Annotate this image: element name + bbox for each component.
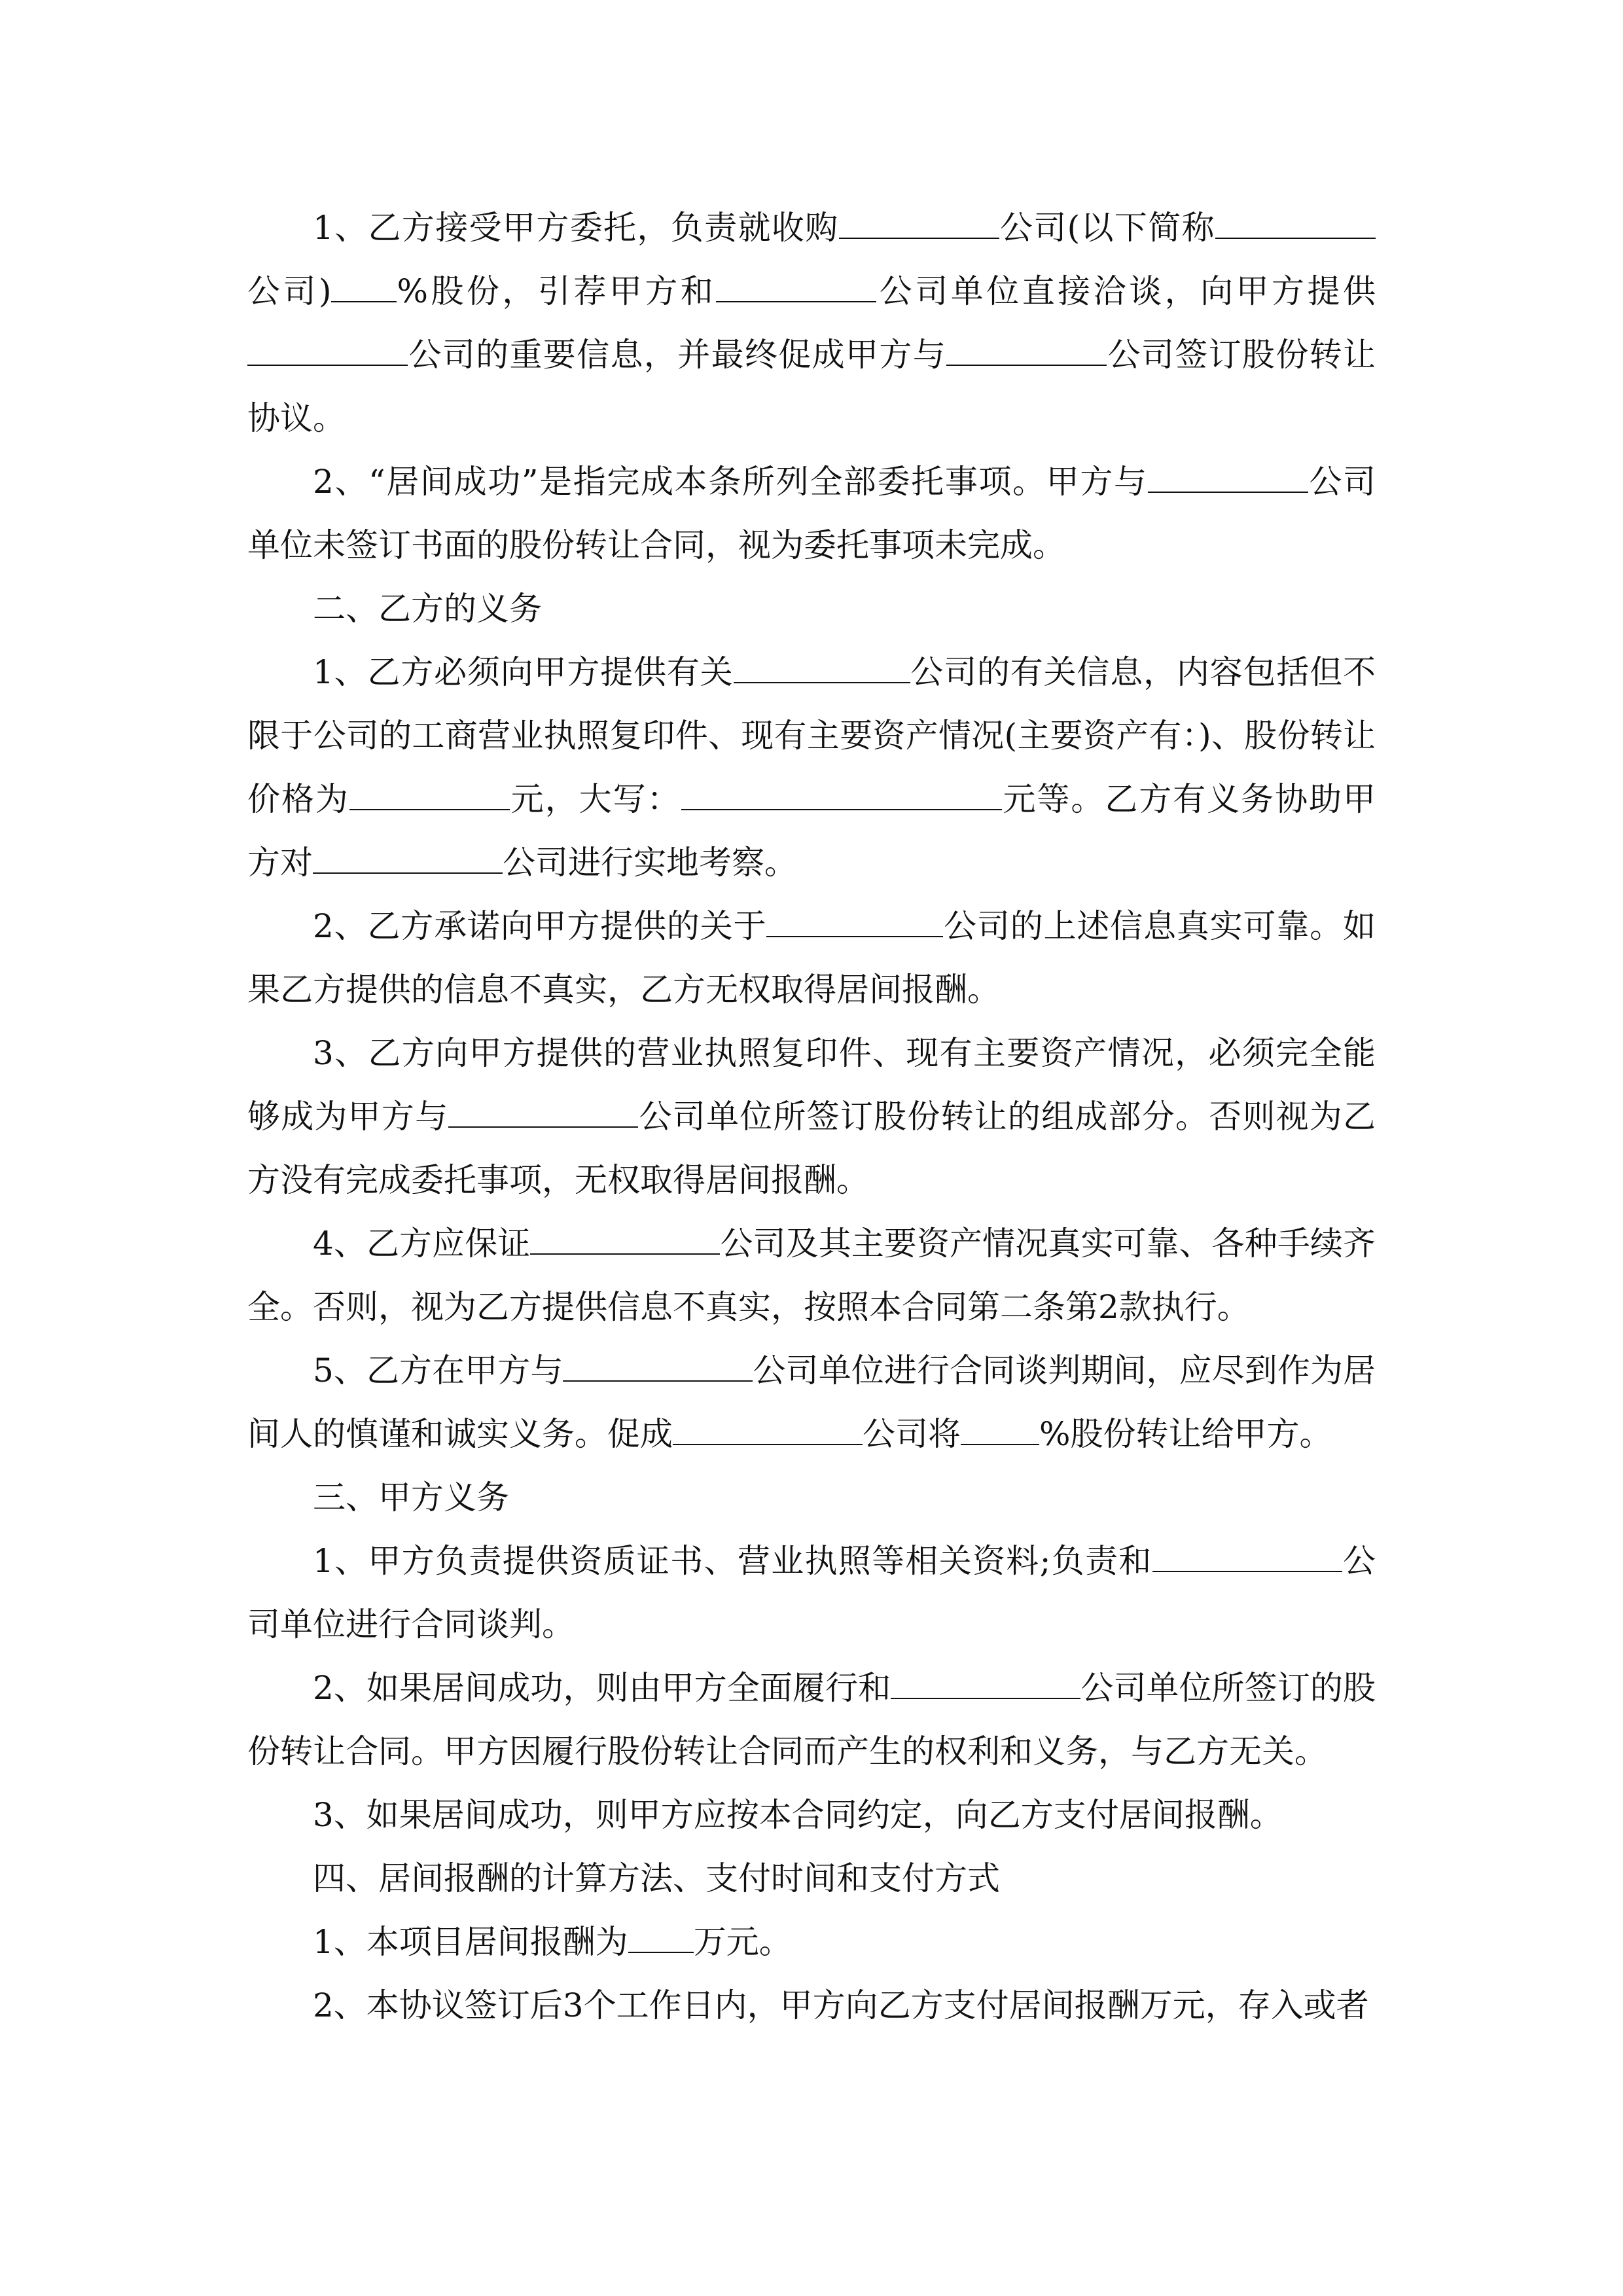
blank-line xyxy=(891,1672,1080,1699)
paragraph-12: 2、本协议签订后3个工作日内，甲方向乙方支付居间报酬万元，存入或者 xyxy=(313,1986,1369,2024)
section-heading-4: 四、居间报酬的计算方法、支付时间和支付方式 xyxy=(313,1859,1000,1897)
blank-line xyxy=(961,1418,1039,1445)
blank-line xyxy=(563,1354,753,1382)
paragraph-1: 1、乙方接受甲方委托，负责就收购 公司(以下简称公司) %股份，引荐甲方和 公司单位直接洽谈，向甲方提供公司的重要信息，并最终促成甲方与 公司签订股份转让协议。 xyxy=(247,209,1376,437)
blank-line xyxy=(448,1100,638,1128)
paragraph-6: 4、乙方应保证 公司及其主要资产情况真实可靠、各种手续齐全。否则，视为乙方提供信息不真实，按照本合同第二条第2款执行。 xyxy=(247,1225,1376,1326)
blank-line xyxy=(766,910,943,937)
paragraph-10: 3、如果居间成功，则甲方应按本合同约定，向乙方支付居间报酬。 xyxy=(313,1796,1283,1834)
section-heading-2: 二、乙方的义务 xyxy=(313,590,542,628)
document-body xyxy=(247,196,1376,2037)
blank-line xyxy=(839,211,999,239)
blank-line xyxy=(1152,1545,1342,1572)
paragraph-11: 1、本项目居间报酬为 万元。 xyxy=(313,1923,792,1961)
blank-line xyxy=(673,1418,863,1445)
blank-line xyxy=(1215,211,1376,239)
paragraph-9: 2、如果居间成功，则由甲方全面履行和 公司单位所签订的股份转让合同。甲方因履行股份转让合同而产生的权利和义务，与乙方无关。 xyxy=(247,1669,1376,1770)
paragraph-4: 2、乙方承诺向甲方提供的关于 公司的上述信息真实可靠。如果乙方提供的信息不真实，乙方无权取得居间报酬。 xyxy=(247,907,1376,1009)
blank-line xyxy=(530,1227,720,1255)
section-heading-3: 三、甲方义务 xyxy=(313,1479,509,1516)
paragraph-2: 2、“居间成功”是指完成本条所列全部委托事项。甲方与 公司单位未签订书面的股份转让合同，视为委托事项未完成。 xyxy=(247,463,1376,564)
blank-line xyxy=(734,656,910,683)
paragraph-3: 1、乙方必须向甲方提供有关 公司的有关信息，内容包括但不限于公司的工商营业执照复印件、现有主要资产情况(主要资产有：)、股份转让价格为 元，大写： 元等。乙方有义务协助甲方对 公司进行实地考察。 xyxy=(247,653,1376,882)
blank-line xyxy=(247,338,408,366)
blank-line xyxy=(331,275,397,302)
blank-line xyxy=(681,783,1002,810)
paragraph-8: 1、甲方负责提供资质证书、营业执照等相关资料;负责和 公司单位进行合同谈判。 xyxy=(247,1542,1376,1643)
paragraph-7: 5、乙方在甲方与 公司单位进行合同谈判期间，应尽到作为居间人的慎谨和诚实义务。促成 公司将 %股份转让给甲方。 xyxy=(247,1352,1376,1453)
blank-line xyxy=(313,846,503,874)
blank-line xyxy=(349,783,510,810)
blank-line xyxy=(716,275,876,302)
paragraph-5: 3、乙方向甲方提供的营业执照复印件、现有主要资产情况，必须完全能够成为甲方与 公司单位所签订股份转让的组成部分。否则视为乙方没有完成委托事项，无权取得居间报酬。 xyxy=(247,1034,1376,1199)
blank-line xyxy=(946,338,1107,366)
blank-line xyxy=(628,1926,694,1953)
blank-line xyxy=(1148,465,1308,493)
